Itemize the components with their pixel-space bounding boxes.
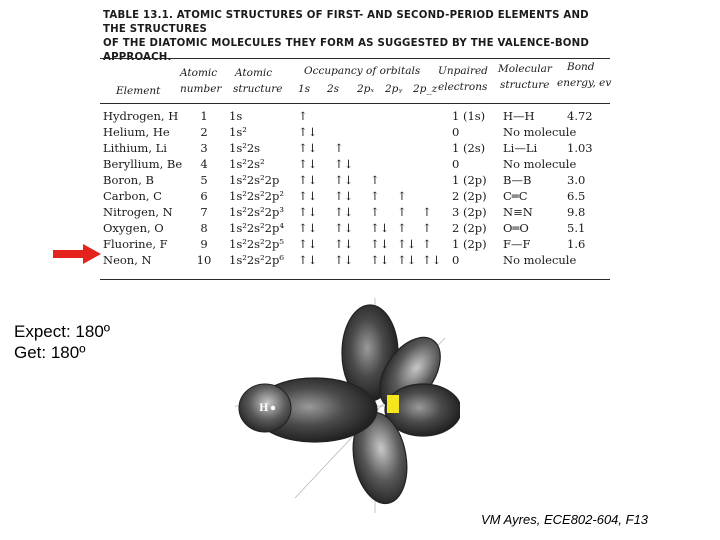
h-nucleus-dot (271, 406, 275, 410)
header-bond-1: Bond (567, 61, 595, 73)
cell-element: Hydrogen, H (103, 109, 179, 123)
cell-element: Lithium, Li (103, 141, 167, 155)
cell-element: Helium, He (103, 125, 170, 139)
cell-number: 4 (200, 157, 208, 171)
table-caption (103, 9, 613, 65)
cell-s1: ↑↓ (298, 253, 318, 267)
cell-structure: 1s²2s²2p² (229, 189, 284, 203)
cell-structure: 1s²2s² (229, 157, 265, 171)
header-molecular-1: Molecular (498, 63, 552, 75)
cell-s1: ↑↓ (298, 205, 318, 219)
table-caption-line-1: TABLE 13.1. ATOMIC STRUCTURES OF FIRST- AND SECOND-PERIOD ELEMENTS AND THE STRUCTURES (103, 10, 589, 35)
cell-bond: 1.6 (567, 237, 586, 251)
red-arrow-icon (53, 244, 103, 264)
cell-element: Nitrogen, N (103, 205, 173, 219)
cell-s1: ↑↓ (298, 237, 318, 251)
cell-bond: 4.72 (567, 109, 593, 123)
cell-s1: ↑↓ (298, 157, 318, 171)
cell-unpaired: 2 (2p) (452, 221, 487, 235)
cell-molecular: No molecule (503, 125, 577, 139)
header-molecular-2: structure (500, 79, 550, 91)
cell-unpaired: 3 (2p) (452, 205, 487, 219)
cell-bond: 9.8 (567, 205, 586, 219)
cell-structure: 1s (229, 109, 243, 123)
cell-s2: ↑↓ (334, 253, 354, 267)
header-atomic-structure-2: structure (233, 83, 283, 95)
cell-structure: 1s²2s²2p⁶ (229, 253, 284, 267)
cell-s2: ↑↓ (334, 221, 354, 235)
cell-element: Fluorine, F (103, 237, 168, 251)
cell-px: ↑ (370, 189, 380, 203)
cell-unpaired: 0 (452, 157, 460, 171)
cell-molecular: H—H (503, 109, 535, 123)
cell-unpaired: 1 (2p) (452, 173, 487, 187)
cell-py: ↑ (397, 221, 407, 235)
header-occupancy: Occupancy of orbitals (304, 65, 421, 77)
cell-number: 2 (200, 125, 208, 139)
header-2pz: 2p_z (413, 83, 438, 95)
cell-s1: ↑↓ (298, 125, 318, 139)
cell-px: ↑↓ (370, 221, 390, 235)
cell-structure: 1s²2s²2p³ (229, 205, 284, 219)
cell-s1: ↑↓ (298, 221, 318, 235)
cell-number: 9 (200, 237, 208, 251)
fluorine-highlight-marker (387, 395, 399, 413)
cell-molecular: B—B (503, 173, 532, 187)
cell-s1: ↑↓ (298, 141, 318, 155)
cell-element: Beryllium, Be (103, 157, 183, 171)
cell-s2: ↑↓ (334, 205, 354, 219)
header-bond-2: energy, ev (557, 77, 612, 89)
cell-molecular: Li—Li (503, 141, 538, 155)
cell-bond: 3.0 (567, 173, 586, 187)
cell-px: ↑↓ (370, 237, 390, 251)
cell-px: ↑ (370, 173, 380, 187)
cell-pz: ↑ (422, 205, 432, 219)
author-credit: VM Ayres, ECE802-604, F13 (481, 512, 649, 527)
cell-unpaired: 1 (2p) (452, 237, 487, 251)
header-unpaired-2: electrons (438, 81, 488, 93)
cell-pz: ↑ (422, 221, 432, 235)
get-angle-label: Get: 180º (14, 343, 86, 362)
cell-s2: ↑ (334, 141, 344, 155)
cell-py: ↑↓ (397, 237, 417, 251)
cell-structure: 1s²2s²2p⁵ (229, 237, 284, 251)
cell-element: Carbon, C (103, 189, 162, 203)
cell-number: 7 (200, 205, 208, 219)
cell-element: Oxygen, O (103, 221, 164, 235)
cell-molecular: No molecule (503, 157, 577, 171)
cell-molecular: N≡N (503, 205, 533, 219)
cell-number: 5 (200, 173, 208, 187)
header-atomic-number-1: Atomic (180, 67, 218, 79)
cell-molecular: O═O (503, 221, 529, 235)
cell-structure: 1s²2s²2p (229, 173, 280, 187)
cell-s1: ↑↓ (298, 173, 318, 187)
header-2px: 2pₓ (357, 83, 375, 95)
cell-bond: 6.5 (567, 189, 586, 203)
cell-structure: 1s²2s (229, 141, 261, 155)
cell-molecular: F—F (503, 237, 531, 251)
cell-bond: 1.03 (567, 141, 593, 155)
cell-structure: 1s² (229, 125, 247, 139)
table-top-rule (100, 58, 610, 59)
cell-s2: ↑↓ (334, 173, 354, 187)
table-header-rule (100, 103, 610, 104)
cell-py: ↑ (397, 189, 407, 203)
header-atomic-number-2: number (180, 83, 222, 95)
table-bottom-rule (100, 279, 610, 280)
cell-unpaired: 2 (2p) (452, 189, 487, 203)
hf-orbital-diagram (235, 298, 460, 513)
table-caption-line-2: OF THE DIATOMIC MOLECULES THEY FORM AS SUGGESTED BY THE VALENCE-BOND APPROACH. (103, 38, 590, 63)
cell-px: ↑↓ (370, 253, 390, 267)
cell-number: 6 (200, 189, 208, 203)
cell-unpaired: 0 (452, 125, 460, 139)
cell-px: ↑ (370, 205, 380, 219)
cell-unpaired: 0 (452, 253, 460, 267)
cell-molecular: C═C (503, 189, 528, 203)
header-atomic-structure-1: Atomic (235, 67, 273, 79)
header-element: Element (116, 85, 161, 97)
cell-py: ↑ (397, 205, 407, 219)
header-2py: 2pᵧ (385, 83, 403, 95)
cell-pz: ↑↓ (422, 253, 442, 267)
cell-structure: 1s²2s²2p⁴ (229, 221, 284, 235)
cell-bond: 5.1 (567, 221, 586, 235)
h-atom-label: H (259, 403, 269, 414)
cell-molecular: No molecule (503, 253, 577, 267)
cell-element: Boron, B (103, 173, 154, 187)
cell-s2: ↑↓ (334, 237, 354, 251)
cell-s1: ↑↓ (298, 189, 318, 203)
cell-element: Neon, N (103, 253, 152, 267)
header-1s: 1s (298, 83, 311, 95)
cell-py: ↑↓ (397, 253, 417, 267)
header-2s: 2s (327, 83, 340, 95)
header-unpaired-1: Unpaired (438, 65, 488, 77)
cell-number: 8 (200, 221, 208, 235)
cell-s2: ↑↓ (334, 189, 354, 203)
cell-unpaired: 1 (1s) (452, 109, 486, 123)
expect-angle-label: Expect: 180º (14, 322, 110, 341)
cell-pz: ↑ (422, 237, 432, 251)
cell-number: 1 (200, 109, 208, 123)
cell-number: 10 (196, 253, 212, 267)
cell-s2: ↑↓ (334, 157, 354, 171)
cell-s1: ↑ (298, 109, 308, 123)
cell-unpaired: 1 (2s) (452, 141, 486, 155)
cell-number: 3 (200, 141, 208, 155)
